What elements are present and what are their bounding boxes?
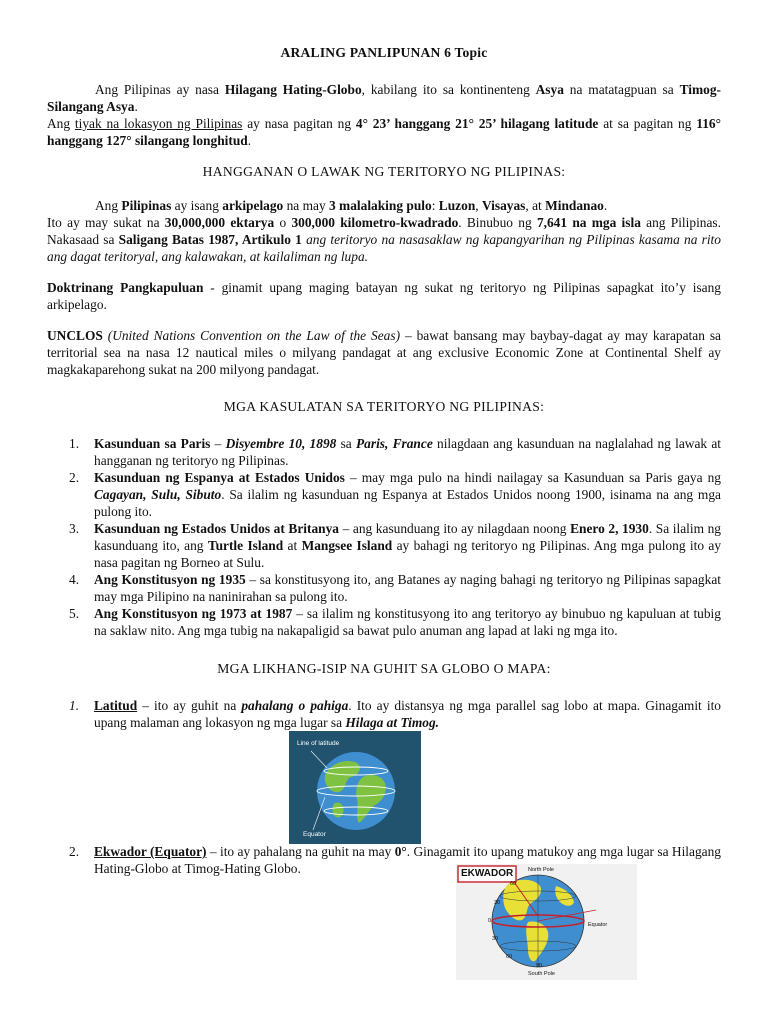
equator-label: Equator <box>303 831 326 838</box>
tick-0: 0 <box>488 918 492 924</box>
list-item: 4. Ang Konstitusyon ng 1935 – sa konstitusyong ito, ang Batanes ay naging bahagi ng teritoryo ng Pilipinas sapagkat may mga Pilipino na naninirahan sa pulong ito. <box>69 572 721 604</box>
tick-60n: 60 <box>510 881 517 887</box>
tick-30n: 30 <box>494 900 501 906</box>
list-item-latitude: 1. Latitud – ito ay guhit na pahalang o pahiga. Ito ay distansya ng mga parallel sag lobo at mapa. Ginagamit ito upang malaman ang lokasyon ng mga lugar sa Hilaga at Timog. <box>69 698 721 730</box>
tick-30s: 30 <box>492 936 499 942</box>
latitude-figure <box>289 731 421 844</box>
list-item: 2. Kasunduan ng Espanya at Estados Unidos – may mga pulo na hindi nailagay sa Kasunduan sa Paris gaya ng Cagayan, Sulu, Sibuto. Sa ilalim ng kasunduan ng Espanya at Estados Unidos noong 1900, isinama na ang mga pulong ito. <box>69 470 721 519</box>
section-heading-territory: HANGGANAN O LAWAK NG TERITORYO NG PILIPINAS: <box>202 164 566 179</box>
spacer <box>47 313 721 327</box>
list-item: 5. Ang Konstitusyon ng 1973 at 1987 – sa ilalim ng konstitusyong ito ang teritoryo ay binubuo ng kapuluan at tubig na saklaw nito. Ang mga tubig na nakapaligid sa bawat pulo anuman ang lapad at laki ng mga ito. <box>69 606 721 638</box>
unclos-paragraph: UNCLOS (United Nations Convention on the Law of the Seas) – bawat bansang may baybay-dagat ay may karapatan sa territorial sea na nasa 12 nautical miles o milyang pandagat at ang exclusive Economic Zone at Continental Shelf ay magkakaparehong sukat na 200 milyong pandagat. <box>47 328 722 377</box>
documents-list <box>47 435 721 639</box>
line-of-latitude-label: Line of latitude <box>297 740 340 747</box>
lines-list <box>47 697 721 731</box>
ekwador-label: EKWADOR <box>461 868 514 879</box>
equator-globe-svg <box>456 864 637 980</box>
location-paragraph: Ang tiyak na lokasyon ng Pilipinas ay nasa pagitan ng 4° 23’ hanggang 21° 25’ hilagang latitude at sa pagitan ng 116° hanggang 127° silangang longhitud. <box>47 116 721 148</box>
document-title: ARALING PANLIPUNAN 6 Topic <box>280 45 488 60</box>
equator-text: 2. Ekwador (Equator) – ito ay pahalang na guhit na may 0°. Ginagamit ito upang matukoy ang mga lugar sa Hilagang Hating-Globo at Timog-Hating Globo. <box>69 844 721 876</box>
tick-90s: 90 <box>536 963 543 969</box>
tick-60s: 60 <box>506 954 513 960</box>
list-item: 3. Kasunduan ng Estados Unidos at Britanya – ang kasunduang ito ay nilagdaan noong Enero 2, 1930. Sa ilalim ng kasunduang ito, ang Turtle Island at Mangsee Island ay bahagi ng teritoryo ng Pilipinas. Ang mga pulong ito ay nasa pagitan ng Borneo at Sulu. <box>69 521 722 570</box>
doctrine-paragraph: Doktrinang Pangkapuluan - ginamit upang maging batayan ng sukat ng teritoryo ng Pilipinas sapagkat ito’y isang arkipelago. <box>47 280 721 312</box>
archipelago-paragraph: Ang Pilipinas ay isang arkipelago na may 3 malalaking pulo: Luzon, Visayas, at Mindanao. <box>95 198 608 213</box>
equator-figure <box>456 864 637 980</box>
intro-paragraph: Ang Pilipinas ay nasa Hilagang Hating-Globo, kabilang ito sa kontinenteng Asya na matatagpuan sa Timog-Silangang Asya. <box>47 82 721 114</box>
document-body <box>47 44 721 731</box>
south-pole-label: South Pole <box>528 971 555 977</box>
section-heading-imaginary-lines: MGA LIKHANG-ISIP NA GUHIT SA GLOBO O MAPA: <box>217 661 551 676</box>
north-pole-label: North Pole <box>528 867 554 873</box>
section-heading-documents: MGA KASULATAN SA TERITORYO NG PILIPINAS: <box>223 399 545 414</box>
equator-fig-label: Equator <box>588 922 608 928</box>
spacer <box>47 265 721 279</box>
list-item: 1. Kasunduan sa Paris – Disyembre 10, 1898 sa Paris, France nilagdaan ang kasunduan na naglalahad ng lawak at hangganan ng teritoryo ng Pilipinas. <box>69 436 721 468</box>
size-paragraph: Ito ay may sukat na 30,000,000 ektarya o 300,000 kilometro-kwadrado. Binubuo ng 7,641 na mga isla ang Pilipinas. Nakasaad sa Saligang Batas 1987, Artikulo 1 ang teritoryo na nasasaklaw ng kapangyarihan ng Pilipinas kasama na rito ang dagat teritoryal, ang kalawakan, at kailaliman ng lupa. <box>47 215 721 264</box>
